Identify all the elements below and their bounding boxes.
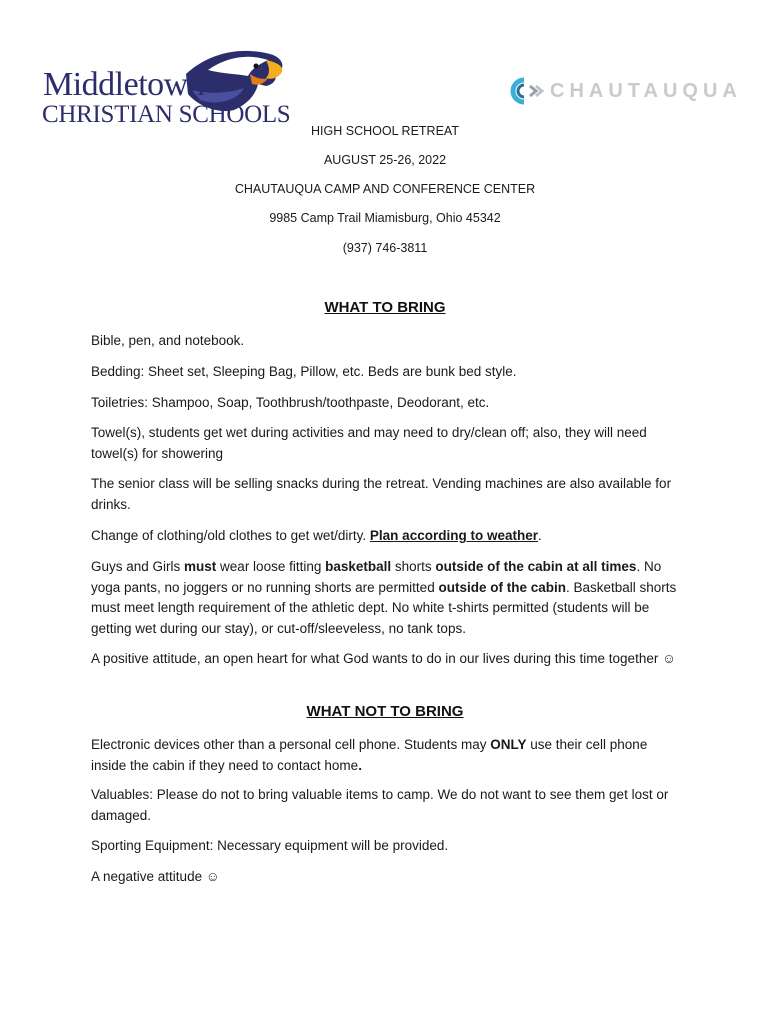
bring-item-bible: Bible, pen, and notebook. [91,333,245,348]
electronics-period: . [358,757,362,773]
event-name: HIGH SCHOOL RETREAT [311,124,459,138]
what-to-bring-heading: WHAT TO BRING [324,299,446,316]
dress-code-outside-all-times: outside of the cabin at all times [435,559,637,574]
bring-item-towels: Towel(s), students get wet during activities and may need to dry/clean off; also, they will need towel(s) for showering [91,425,647,461]
not-bring-item-electronics [91,735,681,776]
not-bring-item-valuables: Valuables: Please do not to bring valuable items to camp. We do not want to see them get lost or damaged. [91,787,669,823]
bring-item-attitude: A positive attitude, an open heart for what God wants to do in our lives during this time together ☺ [91,651,676,666]
what-not-to-bring-heading: WHAT NOT TO BRING [306,703,464,720]
not-bring-item-attitude: A negative attitude ☺ [91,869,220,884]
camp-logo-text: CHAUTAUQUA [550,80,742,102]
venue-address: 9985 Camp Trail Miamisburg, Ohio 45342 [269,211,501,225]
dress-code-text-1: Guys and Girls [91,559,185,574]
camp-logo [504,72,754,112]
clothing-period: . [537,528,542,543]
dress-code-outside-cabin: outside of the cabin [438,579,566,595]
dress-code-text-4: . No yoga pants, no joggers or no running shorts are permitted [91,559,662,595]
school-name-line2: CHRISTIAN SCHOOLS [42,101,291,128]
venue-phone: (937) 746-3811 [342,241,428,255]
venue-name: CHAUTAUQUA CAMP AND CONFERENCE CENTER [234,182,536,196]
electronics-only: ONLY [490,737,527,752]
dress-code-basketball: basketball [325,559,392,574]
dress-code-must: must [184,559,217,574]
clothing-text: Change of clothing/old clothes to get wet/dirty. [91,528,370,543]
dress-code-text-5: . Basketball shorts must meet length requirement of the athletic dept. No white t-shirts permitted (students will be getting wet during our stay), or cut-off/sleeveless, no tank tops. [91,579,677,636]
dress-code-text-2: wear loose fitting [216,559,326,574]
electronics-text-1: Electronic devices other than a personal cell phone. Students may [91,737,491,752]
electronics-text-2: use their cell phone inside the cabin if they need to contact home [91,737,648,773]
dress-code-text-3: shorts [391,559,436,574]
school-name-line1: Middletown [43,66,205,103]
event-dates: AUGUST 25-26, 2022 [323,153,447,167]
bring-item-toiletries: Toiletries: Shampoo, Soap, Toothbrush/toothpaste, Deodorant, etc. [91,395,490,410]
weather-note: Plan according to weather [369,528,538,543]
bring-item-snacks: The senior class will be selling snacks during the retreat. Vending machines are also available for drinks. [91,476,672,512]
bring-item-dress-code [91,557,681,639]
not-bring-item-sporting: Sporting Equipment: Necessary equipment will be provided. [91,838,449,853]
bring-item-clothing [91,526,681,547]
bring-item-bedding: Bedding: Sheet set, Sleeping Bag, Pillow, etc. Beds are bunk bed style. [91,364,517,379]
chautauqua-mark-icon [504,74,544,108]
school-logo [40,44,290,128]
